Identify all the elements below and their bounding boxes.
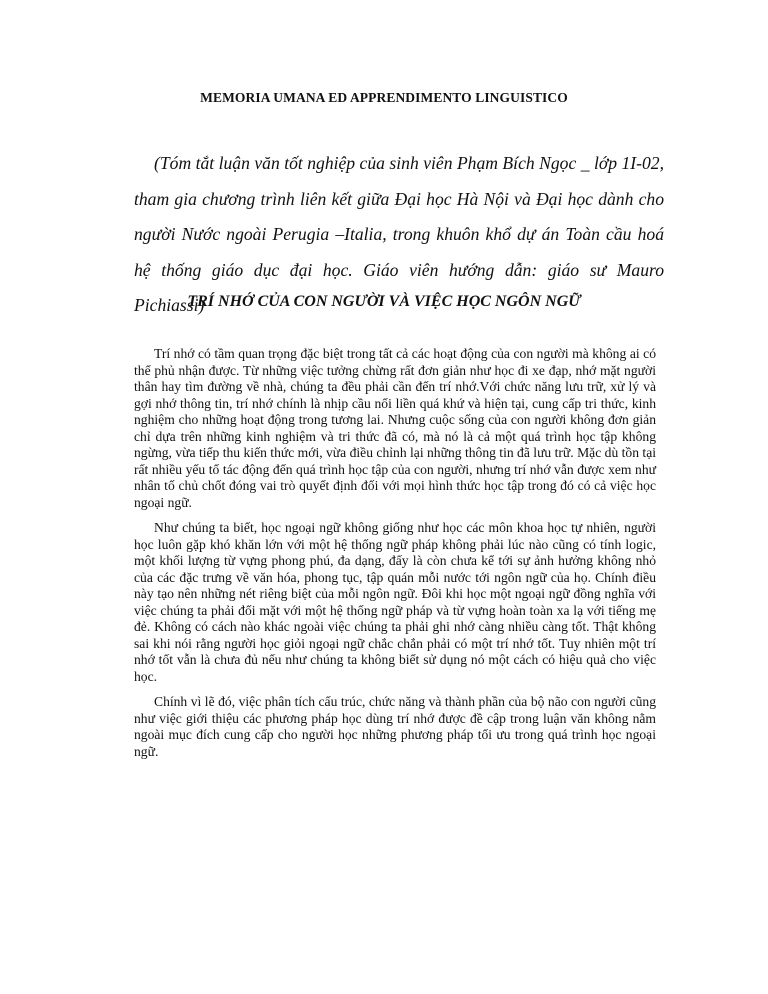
body-text bbox=[134, 346, 656, 769]
italian-title: MEMORIA UMANA ED APPRENDIMENTO LINGUISTICO bbox=[200, 90, 568, 105]
paragraph-2: Như chúng ta biết, học ngoại ngữ không giống như học các môn khoa học tự nhiên, người học luôn gặp khó khăn lớn với một hệ thống ngữ pháp không phải lúc nào cũng có tính logic, một khối lượng từ vựng phong phú, đa dạng, đấy là còn chưa kể tới sự ảnh hưởng không nhỏ của các đặc trưng về văn hóa, phong tục, tập quán mỗi nước tới ngôn ngữ của họ. Chính điều này tạo nên những nét riêng biệt của mỗi ngôn ngữ. Đôi khi học một ngoại ngữ đồng nghĩa với việc chúng ta phải đối mặt với một hệ thống ngữ pháp và từ vựng hoàn toàn xa lạ với tiếng mẹ đẻ. Không có cách nào khác ngoài việc chúng ta phải ghi nhớ càng nhiều càng tốt. Thật không sai khi nói rằng người học giỏi ngoại ngữ chắc chắn phải có một trí nhớ tốt. Tuy nhiên một trí nhớ tốt vẫn là chưa đủ nếu như chúng ta không biết sử dụng nó một cách có hiệu quả cho việc học. bbox=[134, 520, 656, 684]
vietnamese-title: TRÍ NHỚ CỦA CON NGƯỜI VÀ VIỆC HỌC NGÔN NGỮ bbox=[187, 293, 581, 310]
paragraph-3: Chính vì lẽ đó, việc phân tích cấu trúc, chức năng và thành phần của bộ não con người cũng như việc giới thiệu các phương pháp học dùng trí nhớ được đề cập trong luận văn không nằm ngoài mục đích cung cấp cho người học những phương pháp tối ưu trong quá trình học ngoại ngữ. bbox=[134, 694, 656, 759]
paragraph-1: Trí nhớ có tầm quan trọng đặc biệt trong tất cả các hoạt động của con người mà không ai có thể phủ nhận được. Từ những việc tưởng chừng rất đơn giản như học đi xe đạp, nhớ mặt người thân hay tìm đường về nhà, chúng ta đều phải cần đến trí nhớ.Với chức năng lưu trữ, xử lý và gợi nhớ thông tin, trí nhớ chính là nhịp cầu nối liền quá khứ và hiện tại, cung cấp tri thức, kinh nghiệm cho những hoạt động trong tương lai. Nhưng cuộc sống của con người không đơn giản chỉ dựa trên những kinh nghiệm và tri thức đã có, mà nó là cả một quá trình học tập không ngừng, vừa tiếp thu kiến thức mới, vừa điều chỉnh lại những thông tin đã lưu trữ. Mặc dù tồn tại rất nhiều yếu tố tác động đến quá trình học tập của con người, nhưng trí nhớ vẫn được xem như nhân tố chủ chốt đóng vai trò quyết định đối với mọi hình thức học tập trong đó có cả việc học ngoại ngữ. bbox=[134, 346, 656, 510]
thesis-summary: (Tóm tắt luận văn tốt nghiệp của sinh viên Phạm Bích Ngọc _ lớp 1I-02, tham gia chương trình liên kết giữa Đại học Hà Nội và Đại học dành cho người Nước ngoài Perugia –Italia, trong khuôn khổ dự án Toàn cầu hoá hệ thống giáo dục đại học. Giáo viên hướng dẫn: giáo sư Mauro Pichiassi) bbox=[134, 153, 664, 315]
